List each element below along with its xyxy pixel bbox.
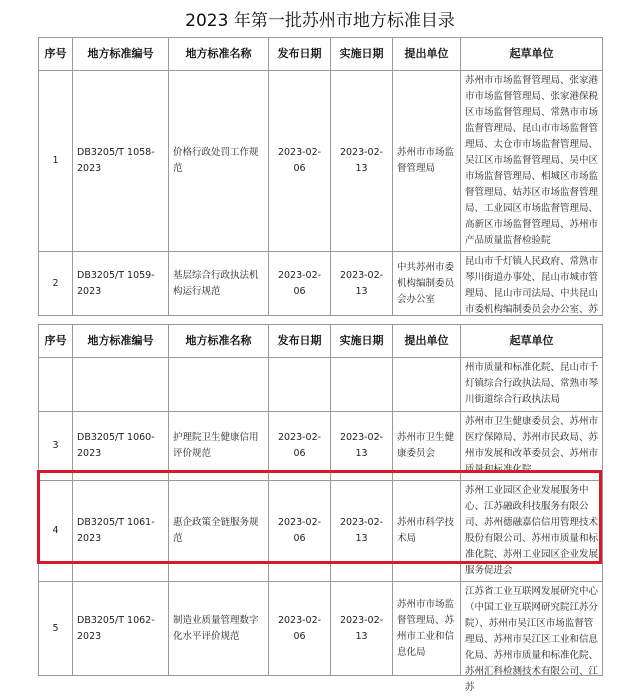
row-drafters: 苏州工业园区企业发展服务中心、江苏融政科技服务有限公司、苏州德融嘉信信用管理技术股份有限公司、苏州市质量和标准化院、苏州工业园区企业发展服务促进会 [461, 481, 603, 582]
header-pub-date: 发布日期 [269, 325, 331, 358]
header-impl-date: 实施日期 [331, 38, 393, 71]
row-pub-date: 2023-02-06 [269, 481, 331, 582]
table-row [39, 412, 603, 481]
header-code: 地方标准编号 [73, 325, 169, 358]
header-proposer: 提出单位 [393, 38, 461, 71]
header-proposer: 提出单位 [393, 325, 461, 358]
row-impl-date: 2023-02-13 [331, 582, 393, 676]
row-pub-date: 2023-02-06 [269, 412, 331, 481]
table-row [39, 71, 603, 252]
table-row-continuation [39, 358, 603, 412]
table-header-row [39, 325, 603, 358]
row-code: DB3205/T 1062-2023 [73, 582, 169, 676]
header-no: 序号 [39, 325, 73, 358]
row-proposer: 苏州市卫生健康委员会 [393, 412, 461, 481]
standards-table-page-2 [38, 324, 603, 693]
row-name: 制造业质量管理数字化水平评价规范 [169, 582, 269, 676]
row-impl-date: 2023-02-13 [331, 481, 393, 582]
row-pub-date: 2023-02-06 [269, 252, 331, 316]
row-code: DB3205/T 1061-2023 [73, 481, 169, 582]
row-drafters [461, 252, 603, 316]
drafters-text: 江苏省工业互联网发展研究中心（中国工业互联网研究院江苏分院）、苏州市吴江区市场监督管理局、苏州市吴江区工业和信息化局、苏州市质量和标准化院、苏州汇科检测技术有限公司、江苏 [465, 586, 599, 693]
row-impl-date: 2023-02-13 [331, 412, 393, 481]
row-proposer: 苏州市市场监督管理局 [393, 71, 461, 252]
row-no: 1 [39, 71, 73, 252]
page-title: 2023 年第一批苏州市地方标准目录 [185, 11, 455, 31]
row-proposer: 中共苏州市委机构编制委员会办公室 [393, 252, 461, 316]
table-row [39, 252, 603, 316]
header-drafters: 起草单位 [461, 325, 603, 358]
row-no: 5 [39, 582, 73, 676]
header-no: 序号 [39, 38, 73, 71]
row-code: DB3205/T 1058-2023 [73, 71, 169, 252]
header-name: 地方标准名称 [169, 325, 269, 358]
header-pub-date: 发布日期 [269, 38, 331, 71]
row-no: 2 [39, 252, 73, 316]
table-row-highlighted [39, 481, 603, 582]
row-no: 3 [39, 412, 73, 481]
row-name: 价格行政处罚工作规范 [169, 71, 269, 252]
row-proposer: 苏州市市场监督管理局、苏州市工业和信息化局 [393, 582, 461, 676]
header-drafters: 起草单位 [461, 38, 603, 71]
row-proposer: 苏州市科学技术局 [393, 481, 461, 582]
row-pub-date: 2023-02-06 [269, 71, 331, 252]
row-pub-date: 2023-02-06 [269, 582, 331, 676]
table-header-row [39, 38, 603, 71]
row-impl-date: 2023-02-13 [331, 252, 393, 316]
row-name: 护理院卫生健康信用评价规范 [169, 412, 269, 481]
standards-table-page-1 [38, 37, 603, 316]
row-no: 4 [39, 481, 73, 582]
header-impl-date: 实施日期 [331, 325, 393, 358]
header-code: 地方标准编号 [73, 38, 169, 71]
row-drafters: 苏州市卫生健康委员会、苏州市医疗保障局、苏州市民政局、苏州市发展和改革委员会、苏州市质量和标准化院 [461, 412, 603, 481]
header-name: 地方标准名称 [169, 38, 269, 71]
row-drafters-continued: 州市质量和标准化院、昆山市千灯镇综合行政执法局、常熟市琴川街道综合行政执法局 [461, 358, 603, 412]
row-impl-date: 2023-02-13 [331, 71, 393, 252]
row-code: DB3205/T 1059-2023 [73, 252, 169, 316]
row-drafters: 苏州市市场监督管理局、张家港市市场监督管理局、张家港保税区市场监督管理局、常熟市市场监督管理局、昆山市市场监督管理局、太仓市市场监督管理局、吴江区市场监督管理局、吴中区市场监督管理局、相城区市场监督管理局、姑苏区市场监督管理局、工业园区市场监督管理局、高新区市场监督管理局、苏州市产品质量监督检验院 [461, 71, 603, 252]
row-code: DB3205/T 1060-2023 [73, 412, 169, 481]
row-name: 基层综合行政执法机构运行规范 [169, 252, 269, 316]
row-drafters [461, 582, 603, 693]
table-row [39, 582, 603, 676]
row-name: 惠企政策全链服务规范 [169, 481, 269, 582]
drafters-text: 昆山市千灯镇人民政府、常熟市琴川街道办事处、昆山市城市管理局、昆山市司法局、中共昆山市委机构编制委员会办公室、苏 [465, 256, 599, 315]
